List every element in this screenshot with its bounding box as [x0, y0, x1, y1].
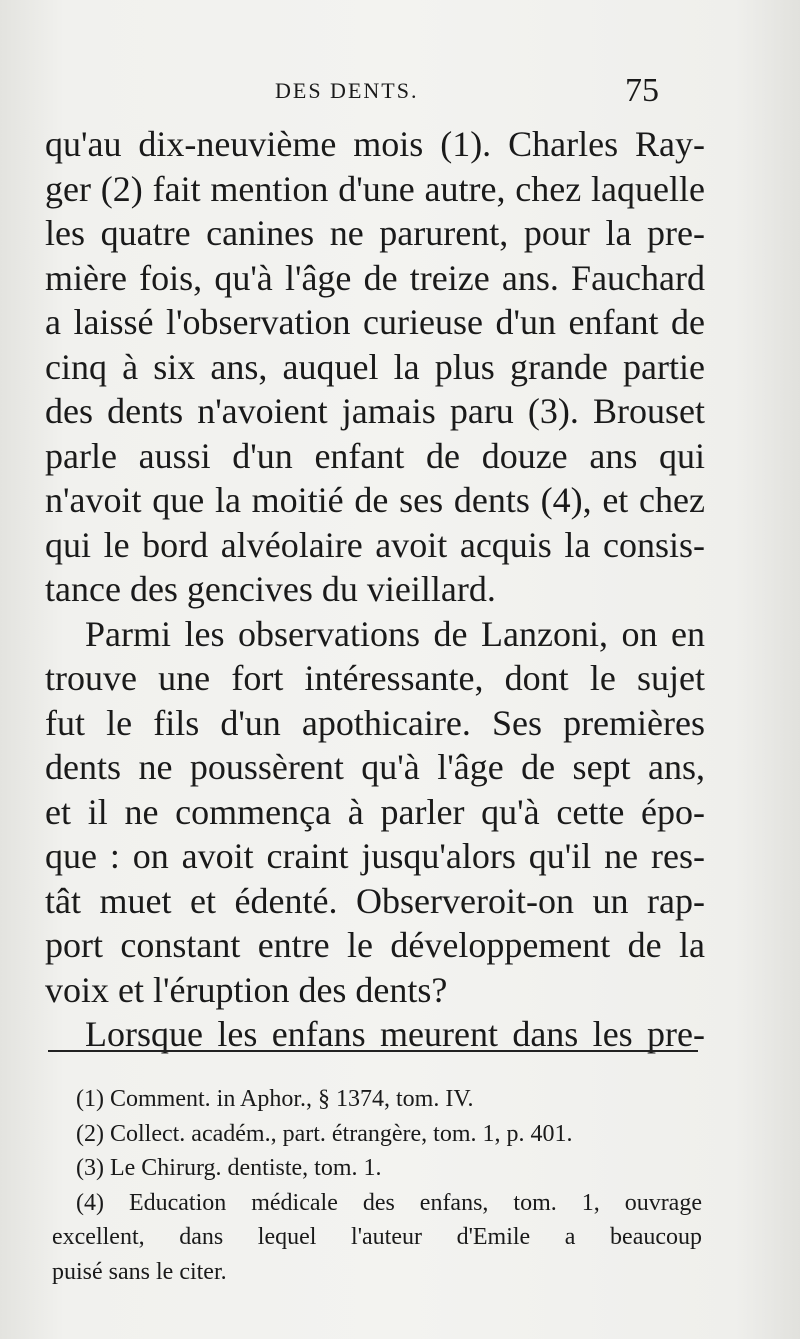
text-line: tât muet et édenté. Observeroit-on un rap- [45, 880, 705, 921]
footnote-continuation: puisé sans le citer. [52, 1258, 227, 1285]
text-line: trouve une fort intéressante, dont le sujet [45, 658, 705, 698]
footnotes [52, 1082, 702, 1289]
running-head [0, 72, 800, 112]
text-line: fut le fils d'un apothicaire. Ses premières [45, 702, 705, 743]
text-line: les quatre canines ne parurent, pour la pre- [45, 213, 705, 253]
footnote: (2) Collect. académ., part. étrangère, tom. 1, p. 401. [76, 1120, 573, 1147]
text-line: Lorsque les enfans meurent dans les pre- [85, 1014, 705, 1054]
text-line: cinq à six ans, auquel la plus grande partie [45, 346, 705, 387]
text-line: dents ne poussèrent qu'à l'âge de sept ans, [45, 747, 705, 787]
text-line: parle aussi d'un enfant de douze ans qui [45, 435, 705, 476]
text-line: a laissé l'observation curieuse d'un enfant de [45, 302, 705, 342]
footnote: (1) Comment. in Aphor., § 1374, tom. IV. [76, 1086, 474, 1112]
page-number: 75 [625, 72, 659, 109]
text-line: qui le bord alvéolaire avoit acquis la consis- [45, 524, 705, 565]
text-line: voix et l'éruption des dents? [45, 969, 448, 1010]
text-line: mière fois, qu'à l'âge de treize ans. Fauchard [45, 257, 705, 298]
footnote-rule [48, 1050, 698, 1052]
text-line: n'avoit que la moitié de ses dents (4), et chez [45, 480, 705, 520]
footnote-continuation: excellent, dans lequel l'auteur d'Emile a beaucoup [52, 1224, 702, 1250]
running-title: DES DENTS. [275, 78, 419, 103]
text-line: des dents n'avoient jamais paru (3). Brouset [45, 391, 705, 431]
text-line: Parmi les observations de Lanzoni, on en [85, 613, 705, 654]
footnote: (4) Education médicale des enfans, tom. 1, ouvrage [76, 1189, 702, 1216]
text-line: ger (2) fait mention d'une autre, chez laquelle [45, 168, 705, 209]
body-text [45, 122, 705, 1057]
footnote: (3) Le Chirurg. dentiste, tom. 1. [76, 1155, 382, 1181]
text-line: tance des gencives du vieillard. [45, 569, 496, 609]
text-line: qu'au dix-neuvième mois (1). Charles Ray- [45, 124, 705, 164]
text-line: et il ne commença à parler qu'à cette épo- [45, 791, 705, 832]
text-line: que : on avoit craint jusqu'alors qu'il ne res- [45, 836, 705, 876]
text-line: port constant entre le développement de la [45, 925, 705, 965]
